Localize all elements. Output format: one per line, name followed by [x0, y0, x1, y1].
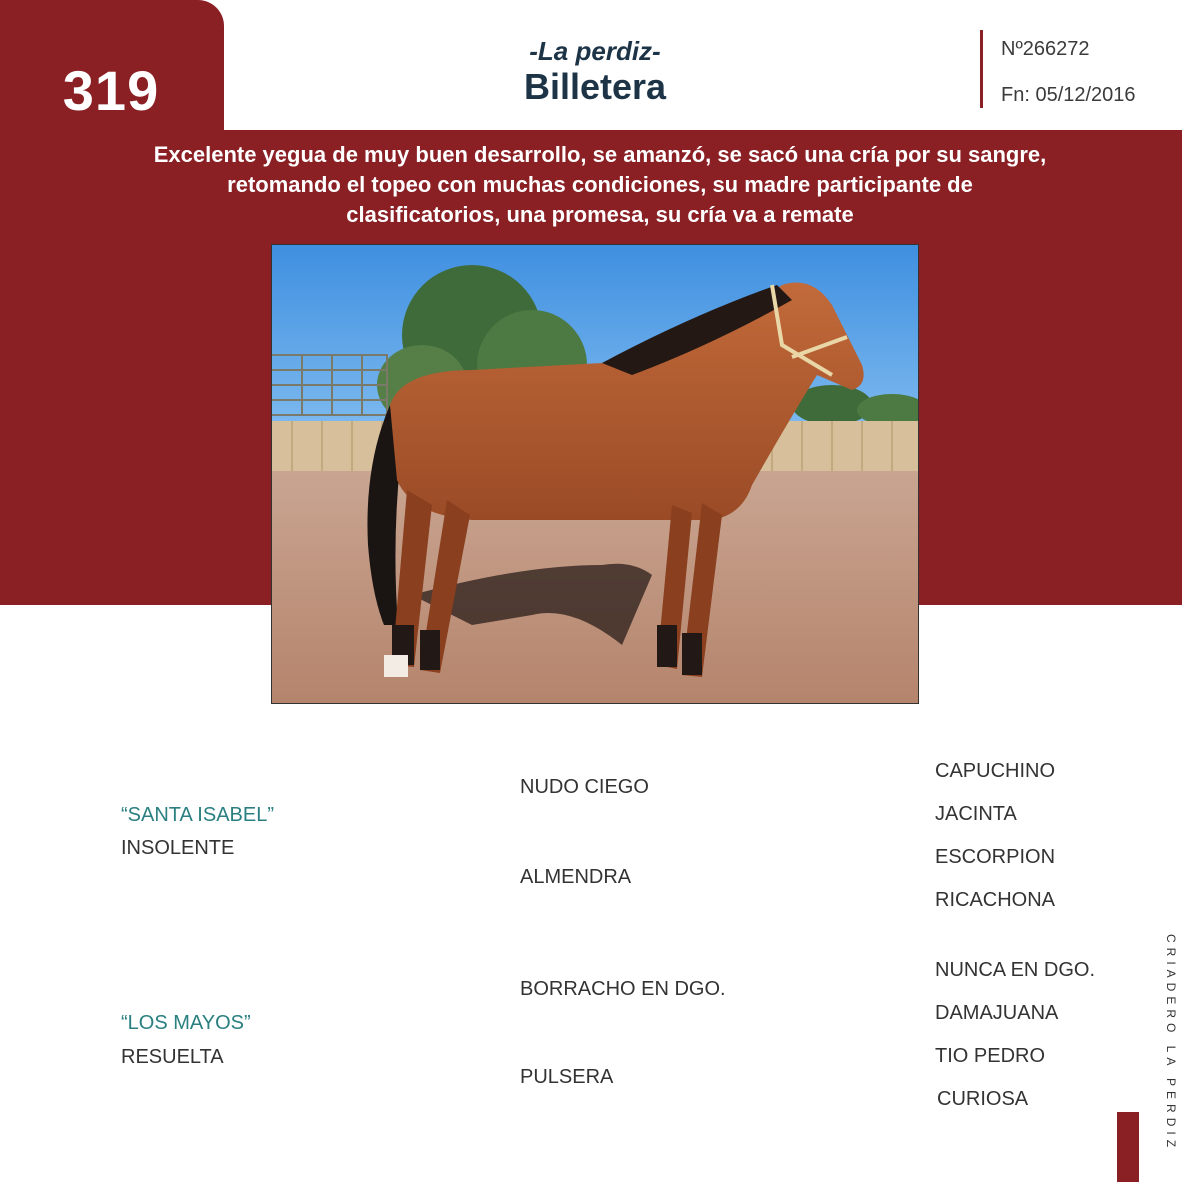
gen3-ancestor: RICACHONA — [935, 889, 1056, 911]
gen3-ancestor: JACINTA — [935, 803, 1017, 825]
sire-dam-name: ALMENDRA — [520, 866, 632, 888]
dam-dam-name: PULSERA — [520, 1066, 614, 1088]
sire-name: INSOLENTE — [121, 837, 235, 859]
dam-name: RESUELTA — [121, 1046, 224, 1068]
sire-breeder: “SANTA ISABEL” — [121, 804, 275, 826]
dam-sire-name: BORRACHO EN DGO. — [520, 978, 726, 1000]
sire-sire-name: NUDO CIEGO — [520, 776, 649, 798]
registration-number: Nº266272 — [1001, 38, 1090, 60]
gen3-ancestor: DAMAJUANA — [935, 1002, 1059, 1024]
horse-photo — [271, 244, 919, 704]
gen3-ancestor: CURIOSA — [937, 1088, 1029, 1110]
breeder-vertical-label: CRIADERO LA PERDIZ — [1164, 934, 1178, 1153]
lot-number: 319 — [62, 59, 160, 122]
breeder-subtitle: -La perdiz- — [529, 36, 661, 66]
gen3-ancestor: ESCORPION — [935, 846, 1056, 868]
horse-description: Excelente yegua de muy buen desarrollo, se amanzó, se sacó una cría por su sangre, retomando el topeo con muchas condiciones, su madre participante de clasificatorios, una promesa, su cría va a remate — [153, 142, 1047, 227]
horse-name: Billetera — [523, 66, 667, 107]
header-divider — [980, 30, 983, 108]
birth-date: Fn: 05/12/2016 — [1001, 84, 1136, 106]
dam-breeder: “LOS MAYOS” — [121, 1012, 251, 1034]
footer-accent-bar — [1117, 1112, 1139, 1182]
gen3-ancestor: NUNCA EN DGO. — [935, 959, 1096, 981]
gen3-ancestor: CAPUCHINO — [935, 760, 1056, 782]
gen3-ancestor: TIO PEDRO — [935, 1045, 1046, 1067]
